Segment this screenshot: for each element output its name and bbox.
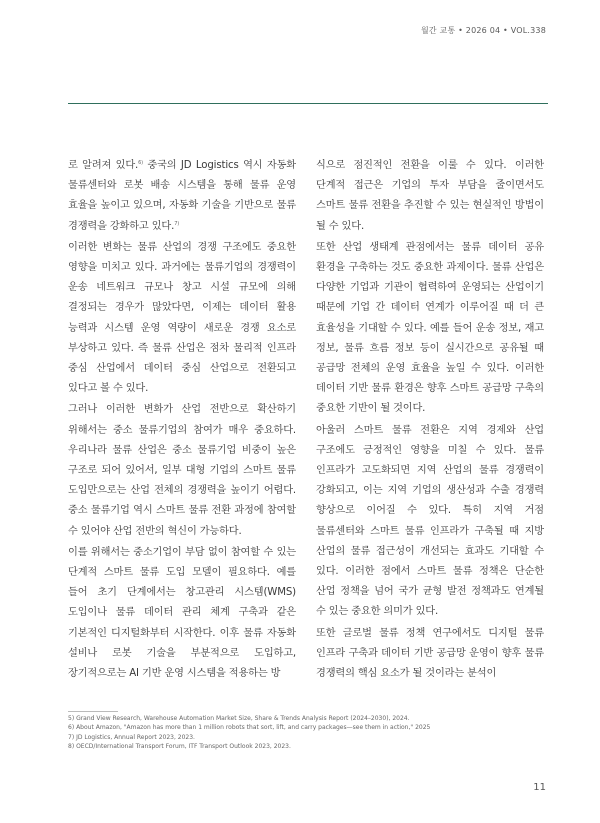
footnote-item: 5) Grand View Research, Warehouse Automation Market Size, Share & Trends Analysis Report (2024–2030), 2024. xyxy=(68,715,410,722)
paragraph: 또한 글로벌 물류 정책 연구에서도 디지털 물류 인프라 구축과 데이터 기반 공급망 운영이 향후 물류 경쟁력의 핵심 요소가 될 것이라는 분석이 xyxy=(316,627,544,680)
paragraph: 그러나 이러한 변화가 산업 전반으로 확산하기 위해서는 중소 물류기업의 참여가 매우 중요하다. 우리나라 물류 산업은 중소 물류기업 비중이 높은 구조로 되어 있어서, 일부 대형 기업의 스마트 물류 도입만으로는 산업 전체의 경쟁력을 높이기 어렵다. 중소 물류기업 역시 스마트 물류 전환 과정에 참여할 수 있어야 산업 전반의 혁신이 가능하다. xyxy=(68,404,296,537)
paragraph: 이를 위해서는 중소기업이 부담 없이 참여할 수 있는 단계적 스마트 물류 도입 모델이 필요하다. 예를 들어 초기 단계에서는 창고관리 시스템(WMS) 도입이나 물류 데이터 관리 체계 구축과 같은 기본적인 디지털화부터 시작한다. 이후 물류 자동화 설비나 로봇 기술을 부분적으로 도입하고, 장기적으로는 AI 기반 운영 시스템을 적용하는 방 xyxy=(68,546,296,680)
footnotes xyxy=(68,714,548,752)
paragraph-text: 로 알려져 있다. xyxy=(68,160,139,171)
paragraph: 아울러 스마트 물류 전환은 지역 경제와 산업 구조에도 긍정적인 영향을 미칠 수 있다. 물류 인프라가 고도화되면 지역 산업의 물류 경쟁력이 강화되고, 이는 지역 기업의 생산성과 수출 경쟁력 향상으로 이어질 수 있다. 특히 지역 거점 물류센터와 스마트 물류 인프라가 구축될 때 지방 산업의 물류 접근성이 개선되는 효과도 기대할 수 있다. 이러한 점에서 스마트 물류 정책은 단순한 산업 정책을 넘어 국가 균형 발전 정책과도 연계될 수 있는 중요한 의미가 있다. xyxy=(316,424,544,618)
page-number: 11 xyxy=(533,782,546,793)
footnote-ref[interactable]: 6) xyxy=(138,160,143,166)
footnote-divider xyxy=(68,711,118,712)
footnote-item: 7) JD Logistics, Annual Report 2023, 2023. xyxy=(68,733,195,741)
footnote-item: 6) About Amazon, "Amazon has more than 1 million robots that sort, lift, and carry packages—see them in action," 2025 xyxy=(68,724,431,732)
paragraph: 또한 산업 생태계 관점에서는 물류 데이터 공유 환경을 구축하는 것도 중요한 과제이다. 물류 산업은 다양한 기업과 기관이 협력하여 운영되는 산업이기 때문에 기업 간 데이터 연계가 이루어질 때 더 큰 효율성을 기대할 수 있다. 예를 들어 운송 정보, 재고 정보, 물류 흐름 정보 등이 실시간으로 공유될 때 공급망 전체의 운영 효율을 높일 수 있다. 이러한 데이터 기반 물류 환경은 향후 스마트 공급망 구축의 중요한 기반이 될 것이다. xyxy=(316,241,544,415)
header-divider xyxy=(68,103,548,104)
left-column xyxy=(68,156,296,685)
paragraph-text: 중국의 JD Logistics 역시 자동화 물류센터와 로봇 배송 시스템을 통해 물류 운영 효율을 높이고 있으며, 자동화 기술을 기반으로 물류 경쟁력을 강화하고 있다. xyxy=(68,160,296,232)
footnote-ref[interactable]: 7) xyxy=(174,220,180,227)
paragraph: 이러한 변화는 물류 산업의 경쟁 구조에도 중요한 영향을 미치고 있다. 과거에는 물류기업의 경쟁력이 운송 네트워크 규모나 창고 시설 규모에 의해 결정되는 경우가 많았다면, 이제는 데이터 활용 능력과 시스템 운영 역량이 새로운 경쟁 요소로 부상하고 있다. 즉 물류 산업은 점차 물리적 인프라 중심 산업에서 데이터 중심 산업으로 전환되고 있다고 볼 수 있다. xyxy=(68,241,296,395)
paragraph xyxy=(68,156,296,237)
footnote-item: 8) OECD/International Transport Forum, ITF Transport Outlook 2023, 2023. xyxy=(68,743,291,751)
running-header: 월간 교통 • 2026 04 • VOL.338 xyxy=(420,26,546,35)
paragraph: 식으로 점진적인 전환을 이룰 수 있다. 이러한 단계적 접근은 기업의 투자 부담을 줄이면서도 스마트 물류 전환을 추진할 수 있는 현실적인 방법이 될 수 있다. xyxy=(316,160,544,232)
right-column xyxy=(316,156,544,685)
